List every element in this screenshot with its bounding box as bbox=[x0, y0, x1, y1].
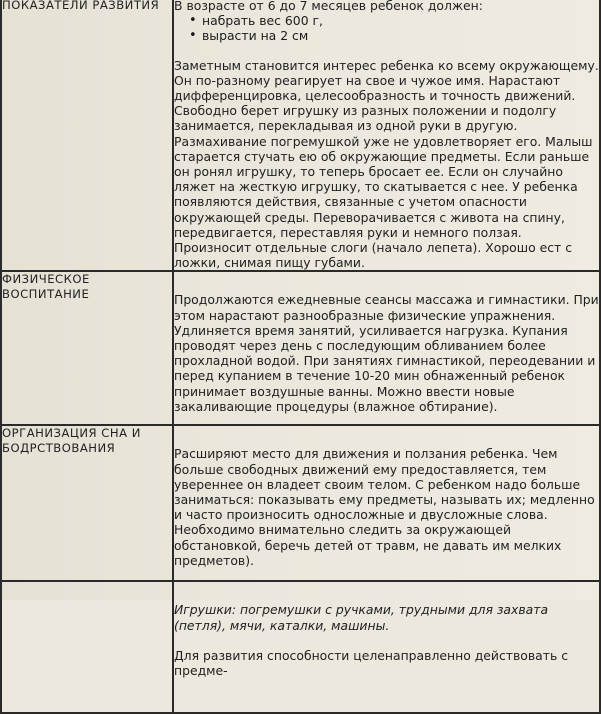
development-paragraph: Заметным становится интерес ребенка ко всему окружающему. Он по-разному реагирует на свое и чужое имя. Нарастают дифференцировка, целесообразность и точность движений. Свободно берет игрушку из разных положении и подолгу занимается, перекладывая из одной руки в другую. Размахивание погремушкой уже не удовлетворяет его. Малыш старается стучать ею об окружающие предметы. Если раньше он ронял игрушку, то теперь бросает ее. Если он случайно ляжет на жесткую игрушку, то скатывается с нее. У ребенка появляются действия, связанные с учетом опасности окружающей среды. Переворачивается с живота на спину, передвигается, переставляя руки и немного ползая. Произносит отдельные слоги (начало лепета). Хорошо ест с ложки, снимая пищу губами. bbox=[174, 57, 599, 271]
row-text-cell bbox=[173, 581, 600, 713]
bullet-height: • вырасти на 2 см bbox=[202, 28, 599, 43]
sleep-organization-label: ОРГАНИЗАЦИЯ СНА И БОДРСТВОВАНИЯ bbox=[2, 426, 141, 456]
row-label-cell bbox=[1, 425, 173, 581]
sleep-organization-paragraph: Расширяют место для движения и ползания ребенка. Чем больше свободных движений ему предоставляется, тем увереннее он владеет своим телом. С ребенком надо больше заниматься: показывать ему предметы, называть их; медленно и часто произносить односложные и двусложные слова. Необходимо внимательно следить за окружающей обстановкой, беречь детей от травм, не давать им мелких предметов). bbox=[174, 446, 595, 568]
development-indicators-label: ПОКАЗАТЕЛИ РАЗВИТИЯ bbox=[2, 0, 160, 12]
table-row bbox=[1, 0, 600, 271]
row-label-cell bbox=[1, 271, 173, 425]
row-text-cell bbox=[173, 271, 600, 425]
row-text-cell bbox=[173, 425, 600, 581]
toys-paragraph: Для развития способности целенаправленно действовать с предме- bbox=[174, 647, 569, 679]
physical-education-paragraph: Продолжаются ежедневные сеансы массажа и гимнастики. При этом нарастают разнообразные физические упражнения. Удлиняется время занятий, усиливается нагрузка. Купания проводят через день с последующим обливанием более прохладной водой. При занятиях гимнастикой, переодевании и перед купанием в течение 10-20 мин обнаженный ребенок принимает воздушные ванны. Можно ввести новые закаливающие процедуры (влажное обтирание). bbox=[174, 292, 599, 414]
row-label-cell bbox=[1, 0, 173, 271]
physical-education-label: ФИЗИЧЕСКОЕ ВОСПИТАНИЕ bbox=[2, 272, 90, 302]
table-row bbox=[1, 425, 600, 581]
row-text-cell bbox=[173, 0, 600, 271]
table-row bbox=[1, 581, 600, 713]
bullet-weight: • набрать вес 600 г, bbox=[202, 13, 599, 28]
toys-italic-text: Игрушки: погремушки с ручками, трудными для захвата (петля), мячи, каталки, машины. bbox=[174, 602, 549, 633]
row-label-cell bbox=[1, 581, 173, 713]
table-row bbox=[1, 271, 600, 425]
bullet-list bbox=[174, 13, 599, 43]
age-intro-text: В возрасте от 6 до 7 месяцев ребенок должен: bbox=[174, 0, 483, 13]
